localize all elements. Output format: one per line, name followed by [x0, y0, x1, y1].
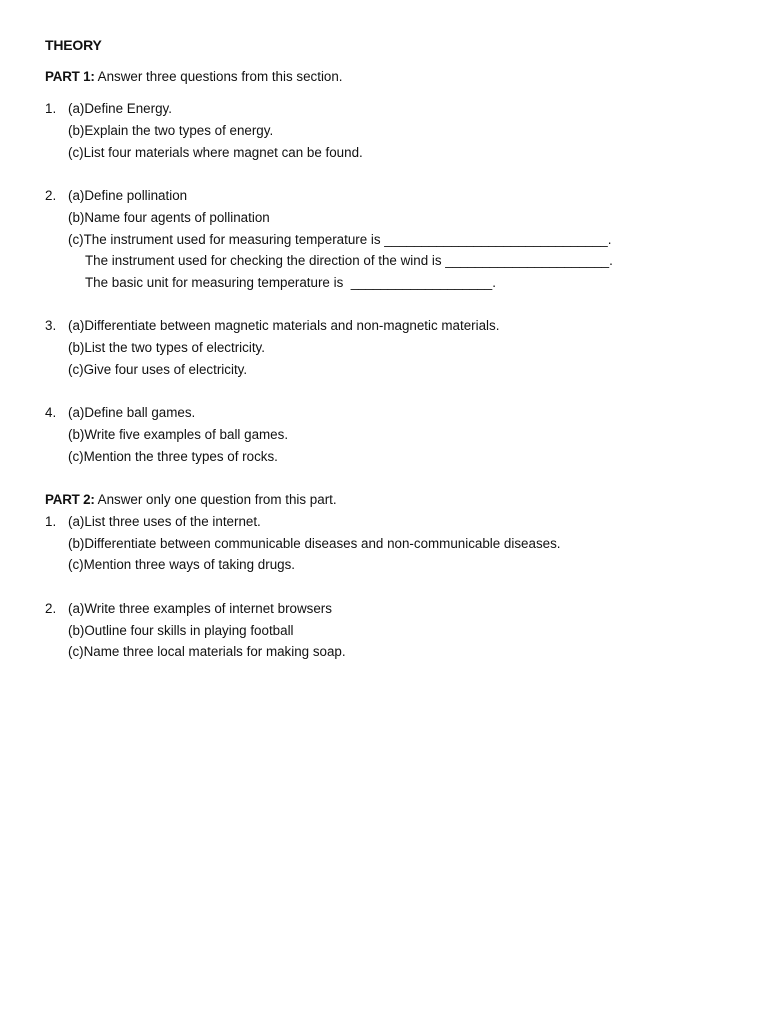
question-number: 3.	[45, 318, 57, 333]
question-line: (a)List three uses of the internet.	[68, 514, 261, 529]
question-line: The instrument used for checking the direction of the wind is ______________________.	[85, 253, 613, 268]
question-number: 1.	[45, 514, 57, 529]
question-line: (c)Mention three ways of taking drugs.	[68, 557, 296, 572]
question-line: (b)List the two types of electricity.	[68, 340, 265, 355]
question-number: 1.	[45, 101, 57, 116]
part1-heading	[45, 68, 343, 86]
part1-label: PART 1:	[45, 69, 95, 84]
question-line: (b)Differentiate between communicable diseases and non-communicable diseases.	[68, 536, 561, 551]
page-title: THEORY	[45, 37, 102, 53]
question-number: 2.	[45, 188, 57, 203]
part1-instruction: Answer three questions from this section.	[94, 69, 343, 84]
question-line: (c)List four materials where magnet can be found.	[68, 145, 363, 160]
question-number: 4.	[45, 405, 57, 420]
question-line: (a)Define ball games.	[68, 405, 196, 420]
question-line: (b)Outline four skills in playing football	[68, 623, 294, 638]
question-line: (b)Write five examples of ball games.	[68, 427, 289, 442]
question-line: (a)Define pollination	[68, 188, 188, 203]
question-line: (c)The instrument used for measuring temperature is ______________________________.	[68, 232, 612, 247]
question-number: 2.	[45, 601, 57, 616]
question-line: (b)Explain the two types of energy.	[68, 123, 274, 138]
question-line: (c)Name three local materials for making soap.	[68, 644, 346, 659]
part2-instruction: Answer only one question from this part.	[94, 492, 337, 507]
part2-heading	[45, 491, 337, 509]
question-line: (c)Give four uses of electricity.	[68, 362, 248, 377]
part2-label: PART 2:	[45, 492, 95, 507]
question-line: (a)Differentiate between magnetic materials and non-magnetic materials.	[68, 318, 500, 333]
question-line: (c)Mention the three types of rocks.	[68, 449, 278, 464]
question-line: (a)Define Energy.	[68, 101, 172, 116]
question-line: (b)Name four agents of pollination	[68, 210, 270, 225]
question-line: (a)Write three examples of internet browsers	[68, 601, 332, 616]
question-line: The basic unit for measuring temperature is ___________________.	[85, 275, 496, 290]
